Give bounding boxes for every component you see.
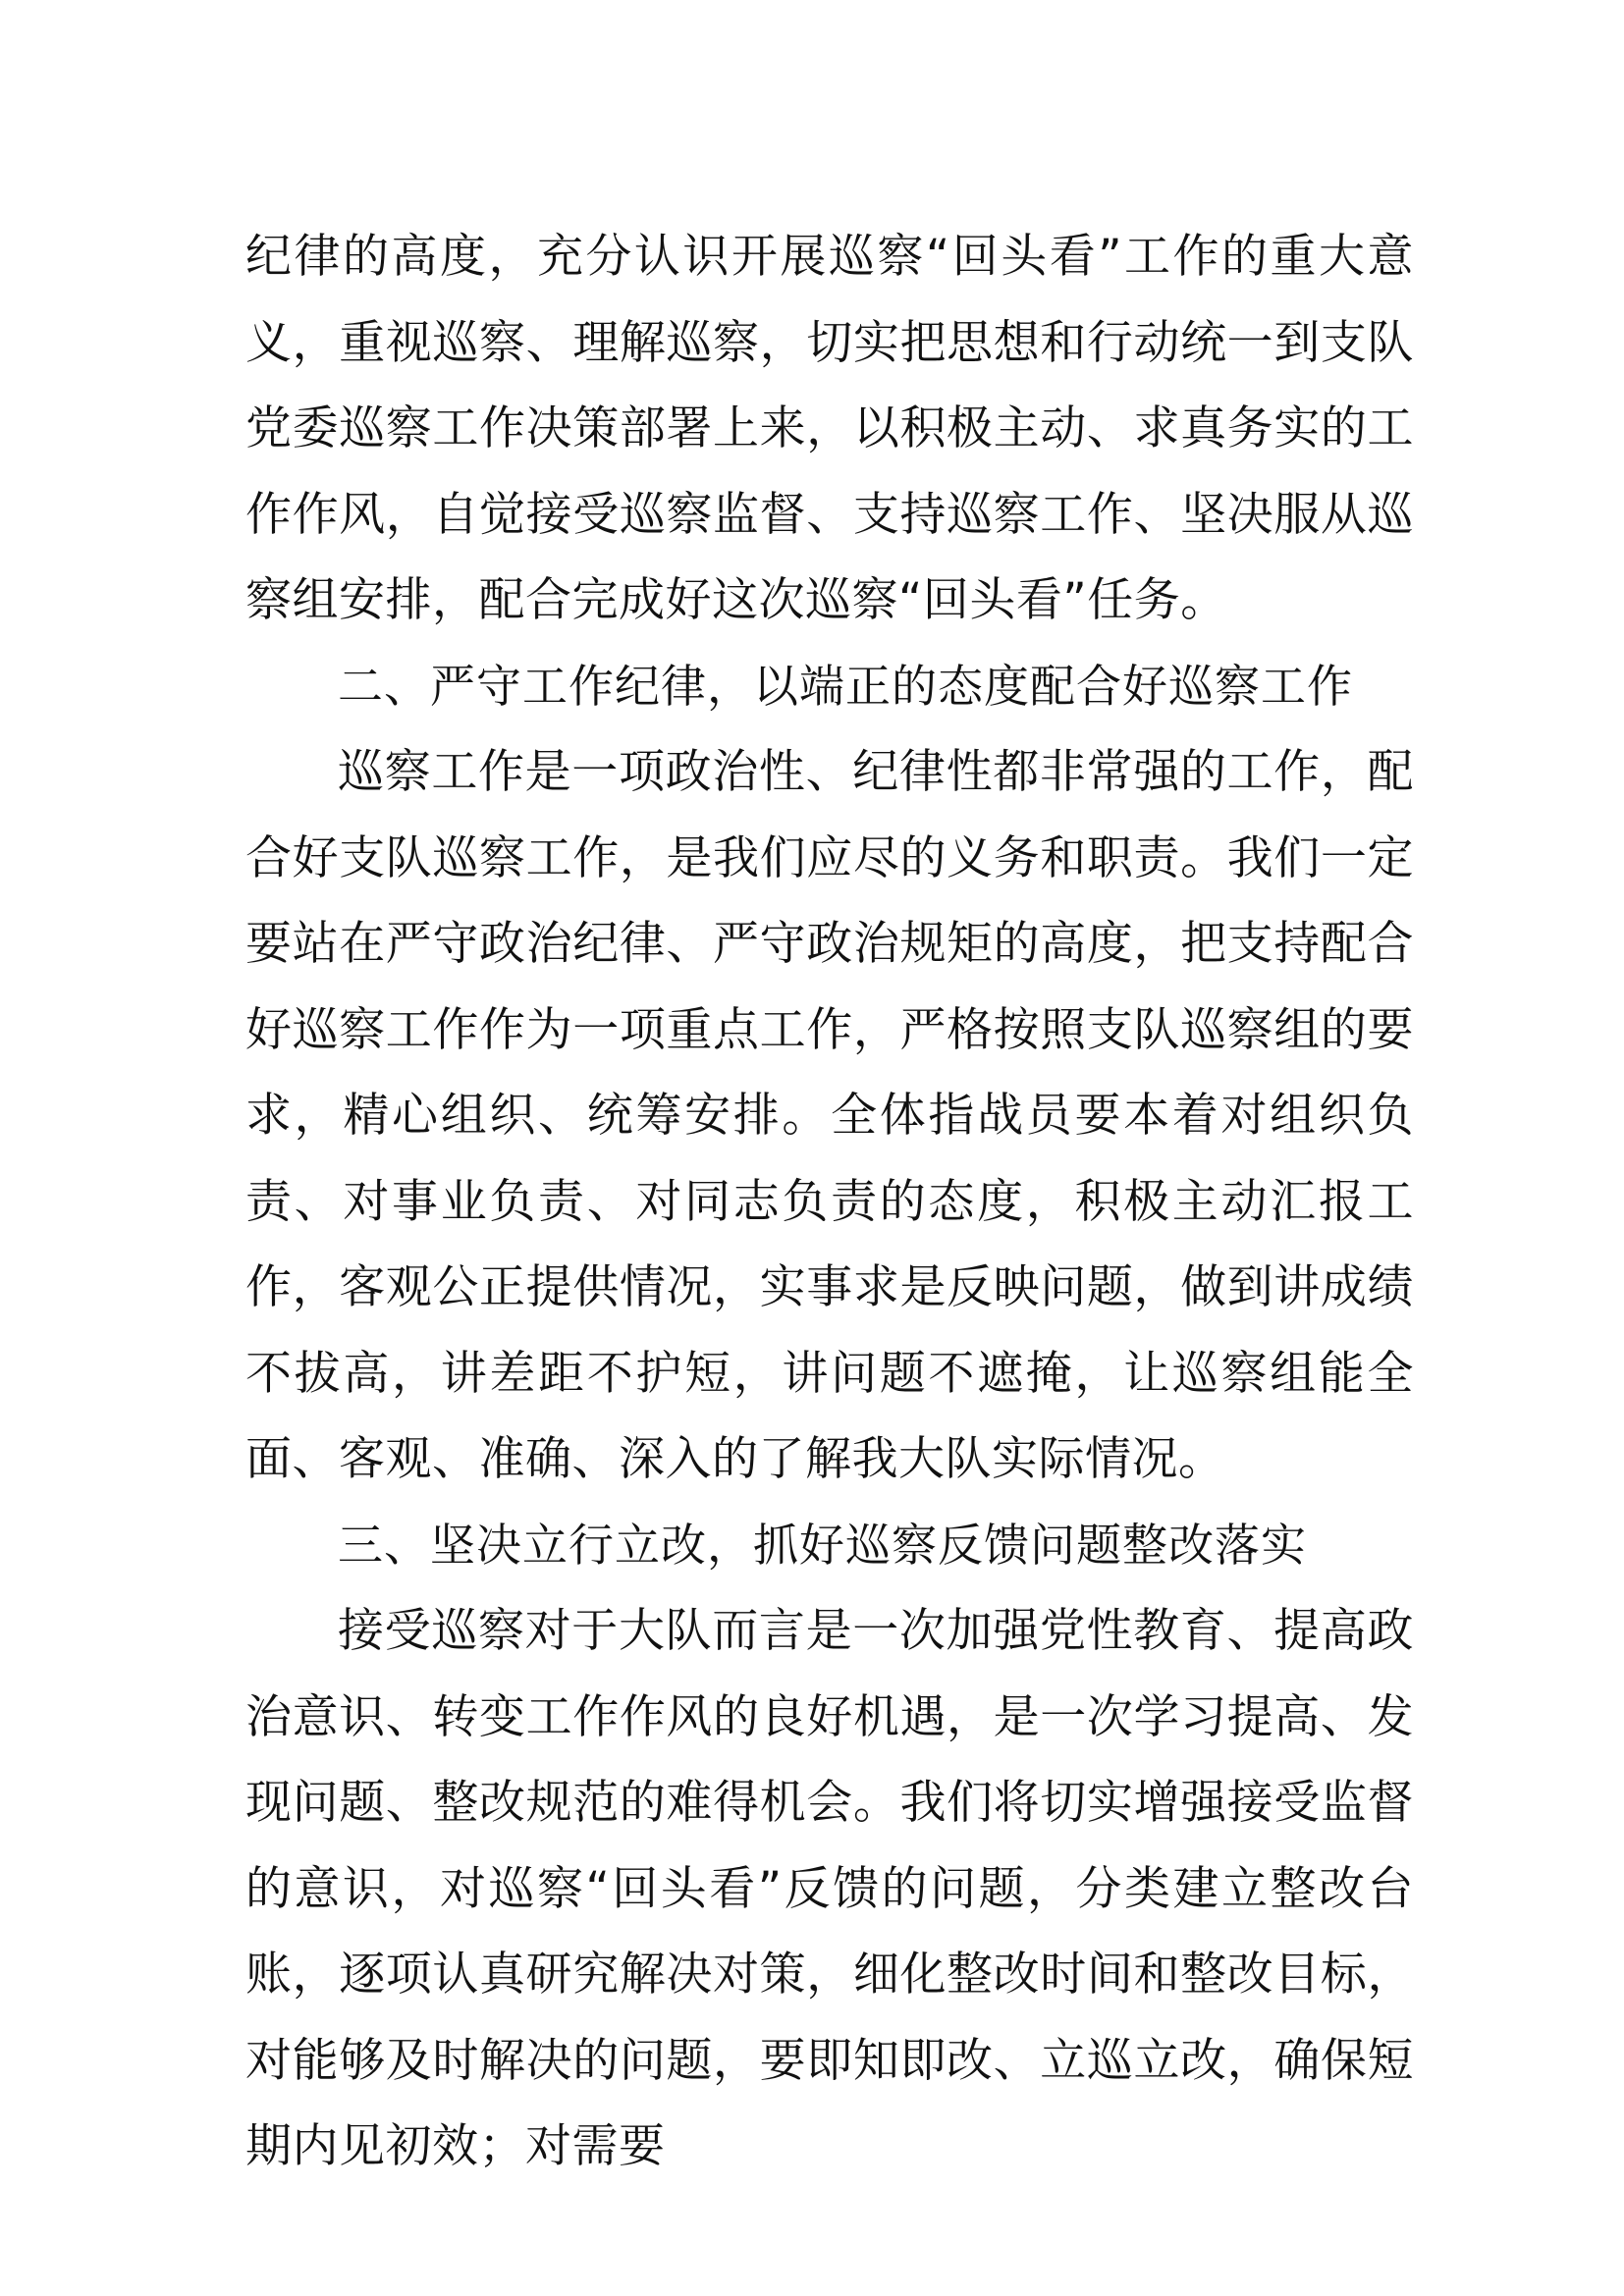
paragraph-section-2: 巡察工作是一项政治性、纪律性都非常强的工作，配合好支队巡察工作，是我们应尽的义务和职责。我们一定要站在严守政治纪律、严守政治规矩的高度，把支持配合好巡察工作作为一项重点工作，严格按照支队巡察组的要求，精心组织、统筹安排。全体指战员要本着对组织负责、对事业负责、对同志负责的态度，积极主动汇报工作，客观公正提供情况，实事求是反映问题，做到讲成绩不拔高，讲差距不护短，讲问题不遮掩，让巡察组能全面、客观、准确、深入的了解我大队实际情况。: [245, 745, 1414, 1486]
section-heading-3: 三、坚决立行立改，抓好巡察反馈问题整改落实: [338, 1518, 1307, 1572]
document-body: [245, 214, 1414, 2190]
paragraph-section-3: 接受巡察对于大队而言是一次加强党性教育、提高政治意识、转变工作作风的良好机遇，是一次学习提高、发现问题、整改规范的难得机会。我们将切实增强接受监督的意识，对巡察“回头看”反馈的问题，分类建立整改台账，逐项认真研究解决对策，细化整改时间和整改目标，对能够及时解决的问题，要即知即改、立巡立改，确保短期内见初效；对需要: [245, 1604, 1414, 2173]
section-heading-2: 二、严守工作纪律，以端正的态度配合好巡察工作: [338, 659, 1353, 713]
paragraph-continuation: 纪律的高度，充分认识开展巡察“回头看”工作的重大意义，重视巡察、理解巡察，切实把思想和行动统一到支队党委巡察工作决策部署上来，以积极主动、求真务实的工作作风，自觉接受巡察监督、支持巡察工作、坚决服从巡察组安排，配合完成好这次巡察“回头看”任务。: [245, 230, 1414, 627]
